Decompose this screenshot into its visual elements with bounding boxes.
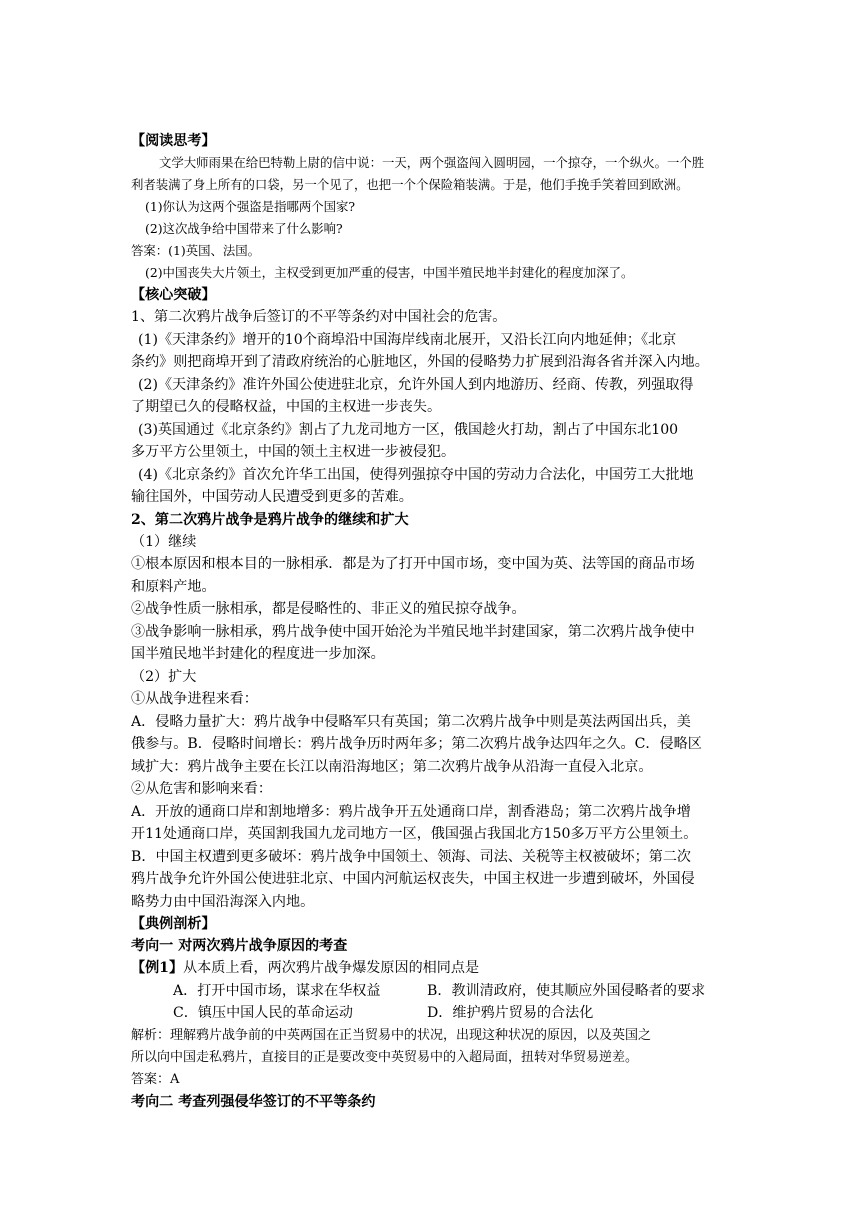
reading-question-2: (2)这次战争给中国带来了什么影响? xyxy=(145,221,343,236)
section-2-line: ②战争性质一脉相承，都是侵略性的、非正义的殖民掠夺战争。 xyxy=(131,601,526,617)
section-2-subheading-continue: （1）继续 xyxy=(131,533,197,550)
examples-heading: 【典例剖析】 xyxy=(131,916,216,932)
section-2-subheading-expand: （2）扩大 xyxy=(131,668,197,685)
example-1-question: 从本质上看，两次鸦片战争爆发原因的相同点是 xyxy=(183,960,480,976)
reading-text-line-2: 利者装满了身上所有的口袋，另一个见了，也把一个个保险箱装满。于是，他们手挽手笑着回到欧洲。 xyxy=(131,177,689,192)
document-body xyxy=(131,130,731,1113)
example-1-label: 【例1】 xyxy=(131,960,184,976)
section-1-line: 了期望已久的侵略权益，中国的主权进一步丧失。 xyxy=(131,399,442,415)
reading-question-1: (1)你认为这两个强盗是指哪两个国家? xyxy=(145,199,356,214)
option-c: C．镇压中国人民的革命运动 xyxy=(173,1005,353,1021)
section-2-line: 和原料产地。 xyxy=(131,578,216,595)
section-2-line: A．侵略力量扩大：鸦片战争中侵略军只有英国；第二次鸦片战争中则是英法两国出兵，美 xyxy=(131,713,691,730)
section-1-line: (4)《北京条约》首次允许华工出国，使得列强掠夺中国的劳动力合法化，中国劳工大批地 xyxy=(138,466,694,483)
section-1-line: 条约》则把商埠开到了清政府统治的心脏地区，外国的侵略势力扩展到沿海各省并深入内地。 xyxy=(131,354,709,370)
option-a: A．打开中国市场，谋求在华权益 xyxy=(173,982,381,999)
section-2-line: ②从危害和影响来看： xyxy=(131,781,272,797)
section-2-line: 略势力由中国沿海深入内地。 xyxy=(131,893,315,910)
example-1-stem xyxy=(131,957,731,980)
example-1-options-row-2 xyxy=(131,1002,731,1025)
core-heading: 【核心突破】 xyxy=(131,287,216,303)
example-1-analysis-line-2: 所以向中国走私鸦片，直接目的正是要改变中英贸易中的入超局面，扭转对华贸易逆差。 xyxy=(131,1049,639,1065)
answer-value: A xyxy=(170,1071,180,1087)
section-2-line: ①根本原因和根本目的一脉相承．都是为了打开中国市场，变中国为英、法等国的商品市场 xyxy=(131,556,695,572)
direction-2-title: 考向二 考查列强侵华签订的不平等条约 xyxy=(131,1093,376,1110)
reading-text-line-1: 文学大师雨果在给巴特勒上尉的信中说：一天，两个强盗闯入圆明园，一个掠夺，一个纵火。一个胜 xyxy=(159,155,705,170)
reading-answer-2: (2)中国丧失大片领土，主权受到更加严重的侵害，中国半殖民地半封建化的程度加深了。 xyxy=(145,265,634,280)
option-b: B．教训清政府，使其顺应外国侵略者的要求 xyxy=(427,982,706,999)
answer-label: 答案： xyxy=(131,1071,171,1087)
option-d: D．维护鸦片贸易的合法化 xyxy=(427,1005,594,1021)
section-2-line: 国半殖民地半封建化的程度进一步加深。 xyxy=(131,646,385,662)
section-1-line: 输往国外，中国劳动人民遭受到更多的苦难。 xyxy=(131,489,413,505)
section-1-line: (2)《天津条约》准许外国公使进驻北京，允许外国人到内地游历、经商、传教，列强取得 xyxy=(138,376,694,393)
section-2-line: ①从战争进程来看： xyxy=(131,691,258,707)
section-1-line: 多万平方公里领土，中国的领土主权进一步被侵犯。 xyxy=(131,444,456,460)
section-2-line: 鸦片战争允许外国公使进驻北京、中国内河航运权丧失，中国主权进一步遭到破坏，外国侵 xyxy=(131,871,695,887)
example-1-options-row-1 xyxy=(131,980,731,1003)
section-1-line: (1)《天津条约》增开的10个商埠沿中国海岸线南北展开，又沿长江向内地延伸；《北京 xyxy=(138,331,677,348)
example-1-analysis-line-1: 解析：理解鸦片战争前的中英两国在正当贸易中的状况，出现这种状况的原因，以及英国之 xyxy=(131,1027,652,1043)
section-2-line: A．开放的通商口岸和割地增多：鸦片战争开五处通商口岸，割香港岛；第二次鸦片战争增 xyxy=(131,803,691,820)
reading-answer-1: 答案：(1)英国、法国。 xyxy=(131,243,261,258)
example-1-answer xyxy=(131,1069,731,1091)
section-2-line: B．中国主权遭到更多破坏：鸦片战争中国领土、领海、司法、关税等主权被破坏；第二次 xyxy=(131,848,692,865)
section-2-title: 2、第二次鸦片战争是鸦片战争的继续和扩大 xyxy=(131,511,409,528)
section-1-line: (3)英国通过《北京条约》割占了九龙司地方一区，俄国趁火打劫，割占了中国东北100 xyxy=(138,421,679,438)
section-2-line: 域扩大：鸦片战争主要在长江以南沿海地区；第二次鸦片战争从沿海一直侵入北京。 xyxy=(131,758,653,775)
section-2-line: 俄参与。B．侵略时间增长：鸦片战争历时两年多；第二次鸦片战争达四年之久。C．侵略区 xyxy=(131,736,702,752)
section-2-line: ③战争影响一脉相承，鸦片战争使中国开始沦为半殖民地半封建国家，第二次鸦片战争使中 xyxy=(131,623,695,640)
section-1-title: 1、第二次鸦片战争后签订的不平等条约对中国社会的危害。 xyxy=(131,309,507,325)
direction-1-title: 考向一 对两次鸦片战争原因的考查 xyxy=(131,938,348,954)
section-2-line: 开11处通商口岸，英国割我国九龙司地方一区，俄国强占我国北方150多万平方公里领土。 xyxy=(131,826,698,842)
reading-heading: 【阅读思考】 xyxy=(131,133,216,149)
